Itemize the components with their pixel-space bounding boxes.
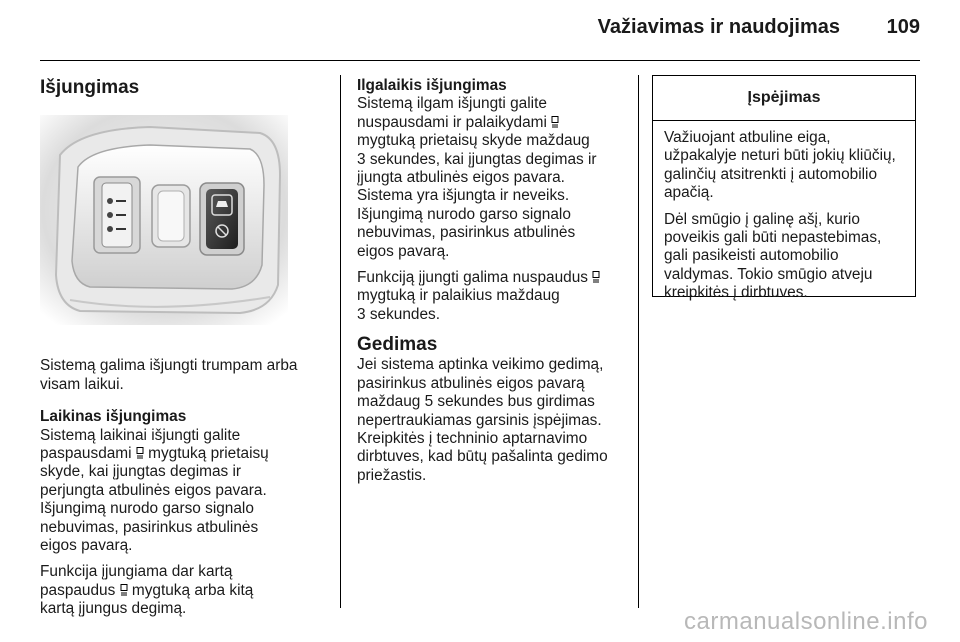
temp-disable-heading: Laikinas išjungimas: [40, 408, 187, 426]
warning-paragraph: Važiuojant atbuline eiga, užpakalyje neturi būti jokių kliūčių, galinčių atsitrenkti į automobilio apačią.: [664, 129, 896, 202]
warning-paragraph: Dėl smūgio į galinę ašį, kurio poveikis gali būti nepastebimas, gali pasikeisti automobilio valdymas. Tokio smūgio atveju kreipkitės į dirbtuves.: [664, 210, 882, 302]
warning-box: [652, 75, 916, 302]
parking-button-icon: [136, 447, 144, 459]
parking-button-icon: [551, 116, 559, 128]
warning-body: [653, 121, 915, 319]
parking-button-icon: [120, 584, 128, 596]
long-disable-heading: Ilgalaikis išjungimas: [357, 77, 507, 94]
header-title: Važiavimas ir naudojimas: [597, 16, 840, 38]
page-number: 109: [886, 16, 920, 38]
column-divider: [340, 75, 341, 608]
column-1: [40, 79, 326, 627]
header-rule: [40, 60, 920, 61]
long-disable-text: Sistemą ilgam išjungti galite nuspausdami ir palaikydami mygtuką prietaisų skyde maždaug 3 sekundes, kai įjungtas degimas ir įjungta atbulinės eigos pavara. Sistema yra išjungta ir neveiks. Išjungimą nurodo garso signalo nebuvimas, pasirinkus atbulinės eigos pavarą.: [357, 95, 597, 260]
column-divider: [638, 75, 639, 608]
footer-watermark[interactable]: carmanualsonline.info: [684, 608, 928, 635]
switch-panel-illustration: [40, 115, 288, 325]
fault-text: Jei sistema aptinka veikimo gedimą, pasirinkus atbulinės eigos pavarą maždaug 5 sekundes bus girdimas nepertraukiamas garsinis įspėjimas. Kreipkitės į techninio aptarnavimo dirbtuves, kad būtų pašalinta gedimo priežastis.: [357, 356, 608, 484]
reenable-text: Funkcija įjungiama dar kartą paspaudus mygtuką arba kitą kartą įjungus degimą.: [40, 563, 254, 618]
enable-text: Funkciją įjungti galima nuspaudus mygtuką ir palaikius maždaug 3 sekundes.: [357, 269, 632, 324]
column-2: [357, 77, 632, 493]
fault-heading: Gedimas: [357, 334, 438, 356]
intro-text: Sistemą galima išjungti trumpam arba visam laikui.: [40, 357, 298, 393]
warning-title: Įspėjimas: [653, 76, 915, 121]
dashboard-switch-photo: [40, 115, 288, 325]
parking-button-icon: [592, 271, 600, 283]
temp-disable-text: Sistemą laikinai išjungti galite paspausdami mygtuką prietaisų skyde, kai įjungtas degimas ir perjungta atbulinės eigos pavara. Išjungimą nurodo garso signalo nebuvimas, pasirinkus atbulinės eigos pavarą.: [40, 426, 269, 555]
section-title: Išjungimas: [40, 77, 140, 98]
